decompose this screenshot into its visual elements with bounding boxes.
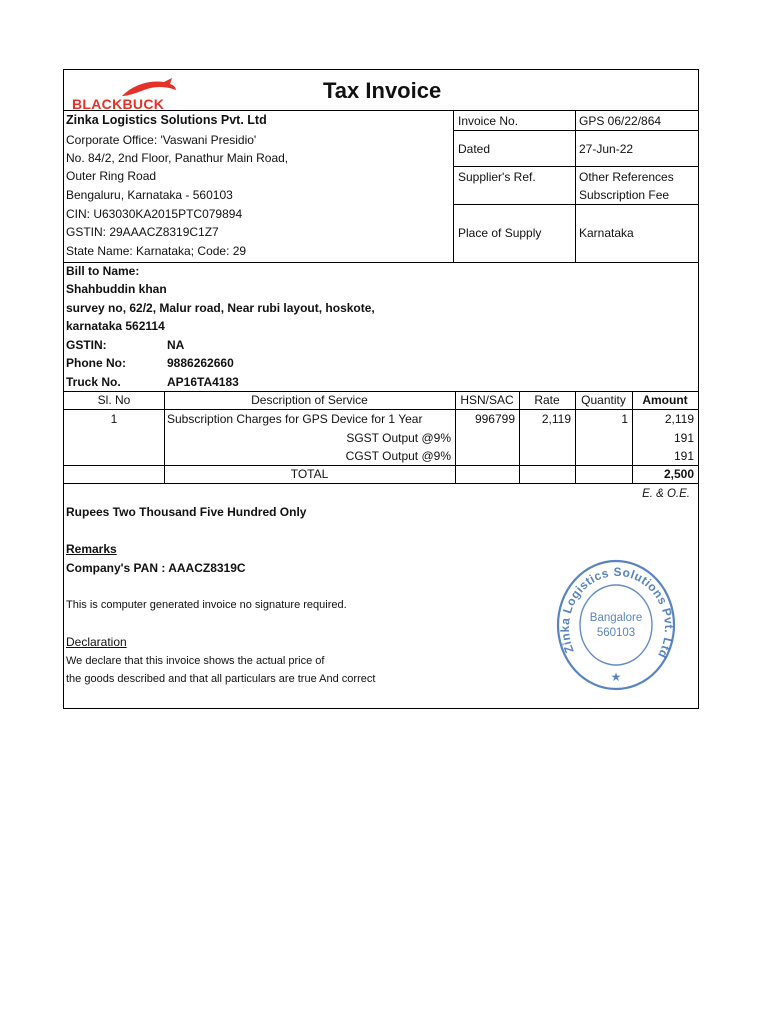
bill-to-address: karnataka 562114: [66, 319, 165, 333]
item-hsn: 996799: [474, 412, 515, 426]
col-header-sl: Sl. No: [97, 393, 131, 407]
seal-ring-text: Zinka Logistics Solutions Pvt. Ltd: [557, 564, 677, 661]
remarks-heading: Remarks: [66, 542, 117, 556]
cgst-label: CGST Output @9%: [345, 449, 451, 463]
bill-to-address: survey no, 62/2, Malur road, Near rubi layout, hoskote,: [66, 301, 375, 315]
sgst-amount: 191: [673, 431, 694, 445]
blackbuck-logo-icon: [120, 76, 178, 98]
item-qty: 1: [621, 412, 628, 426]
declaration-heading: Declaration: [66, 635, 127, 649]
seal-city: Bangalore: [589, 612, 643, 624]
seller-state: State Name: Karnataka; Code: 29: [66, 244, 247, 258]
declaration-text: the goods described and that all particulars are true And correct: [66, 673, 376, 685]
sgst-label: SGST Output @9%: [346, 431, 451, 445]
page-title: Tax Invoice: [323, 78, 442, 103]
cgst-amount: 191: [673, 449, 694, 463]
col-header-hsn: HSN/SAC: [460, 393, 514, 407]
place-value: Karnataka: [579, 226, 634, 240]
seller-gstin: GSTIN: 29AAACZ8319C1Z7: [66, 225, 219, 239]
bill-to-truck: AP16TA4183: [167, 375, 239, 389]
seller-line: Bengaluru, Karnataka - 560103: [66, 188, 233, 202]
seal-star-icon: ★: [610, 670, 622, 684]
total-amount: 2,500: [663, 467, 694, 481]
invoice-no-label: Invoice No.: [458, 114, 519, 128]
eoe-note: E. & O.E.: [642, 488, 690, 500]
col-header-qty: Quantity: [581, 393, 626, 407]
bill-to-phone: 9886262660: [167, 356, 234, 370]
other-ref-value: Subscription Fee: [579, 188, 670, 202]
seller-line: No. 84/2, 2nd Floor, Panathur Main Road,: [66, 151, 289, 165]
bill-to-gstin: NA: [167, 338, 185, 352]
bill-to-heading: Bill to Name:: [66, 264, 140, 278]
amount-in-words: Rupees Two Thousand Five Hundred Only: [66, 505, 307, 519]
bill-to-name: Shahbuddin khan: [66, 282, 167, 296]
brand-name: BLACKBUCK: [72, 96, 165, 112]
item-amount: 2,119: [664, 412, 694, 426]
seller-name: Zinka Logistics Solutions Pvt. Ltd: [66, 113, 267, 127]
bill-to-truck-label: Truck No.: [66, 375, 121, 389]
other-ref-label: Other References: [579, 170, 674, 184]
seller-line: Corporate Office: 'Vaswani Presidio': [66, 133, 257, 147]
item-rate: 2,119: [541, 412, 571, 426]
col-header-amount: Amount: [642, 393, 688, 407]
declaration-text: We declare that this invoice shows the actual price of: [66, 655, 325, 667]
bill-to-phone-label: Phone No:: [66, 356, 126, 370]
seller-line: Outer Ring Road: [66, 169, 157, 183]
company-seal: [554, 557, 678, 693]
bill-to-gstin-label: GSTIN:: [66, 338, 107, 352]
place-label: Place of Supply: [458, 226, 542, 240]
total-label: TOTAL: [290, 467, 329, 481]
item-sl: 1: [110, 412, 118, 426]
item-desc: Subscription Charges for GPS Device for 1 Year: [167, 412, 423, 426]
col-header-desc: Description of Service: [251, 393, 368, 407]
dated-label: Dated: [458, 142, 491, 156]
invoice-no: GPS 06/22/864: [579, 114, 662, 128]
computer-generated-note: This is computer generated invoice no signature required.: [66, 599, 347, 611]
invoice: [63, 69, 699, 709]
supplier-ref-label: Supplier's Ref.: [458, 170, 536, 184]
dated-value: 27-Jun-22: [579, 142, 634, 156]
seller-cin: CIN: U63030KA2015PTC079894: [66, 207, 243, 221]
col-header-rate: Rate: [534, 393, 560, 407]
seal-pin: 560103: [596, 627, 636, 639]
company-pan: Company's PAN : AAACZ8319C: [66, 561, 246, 575]
